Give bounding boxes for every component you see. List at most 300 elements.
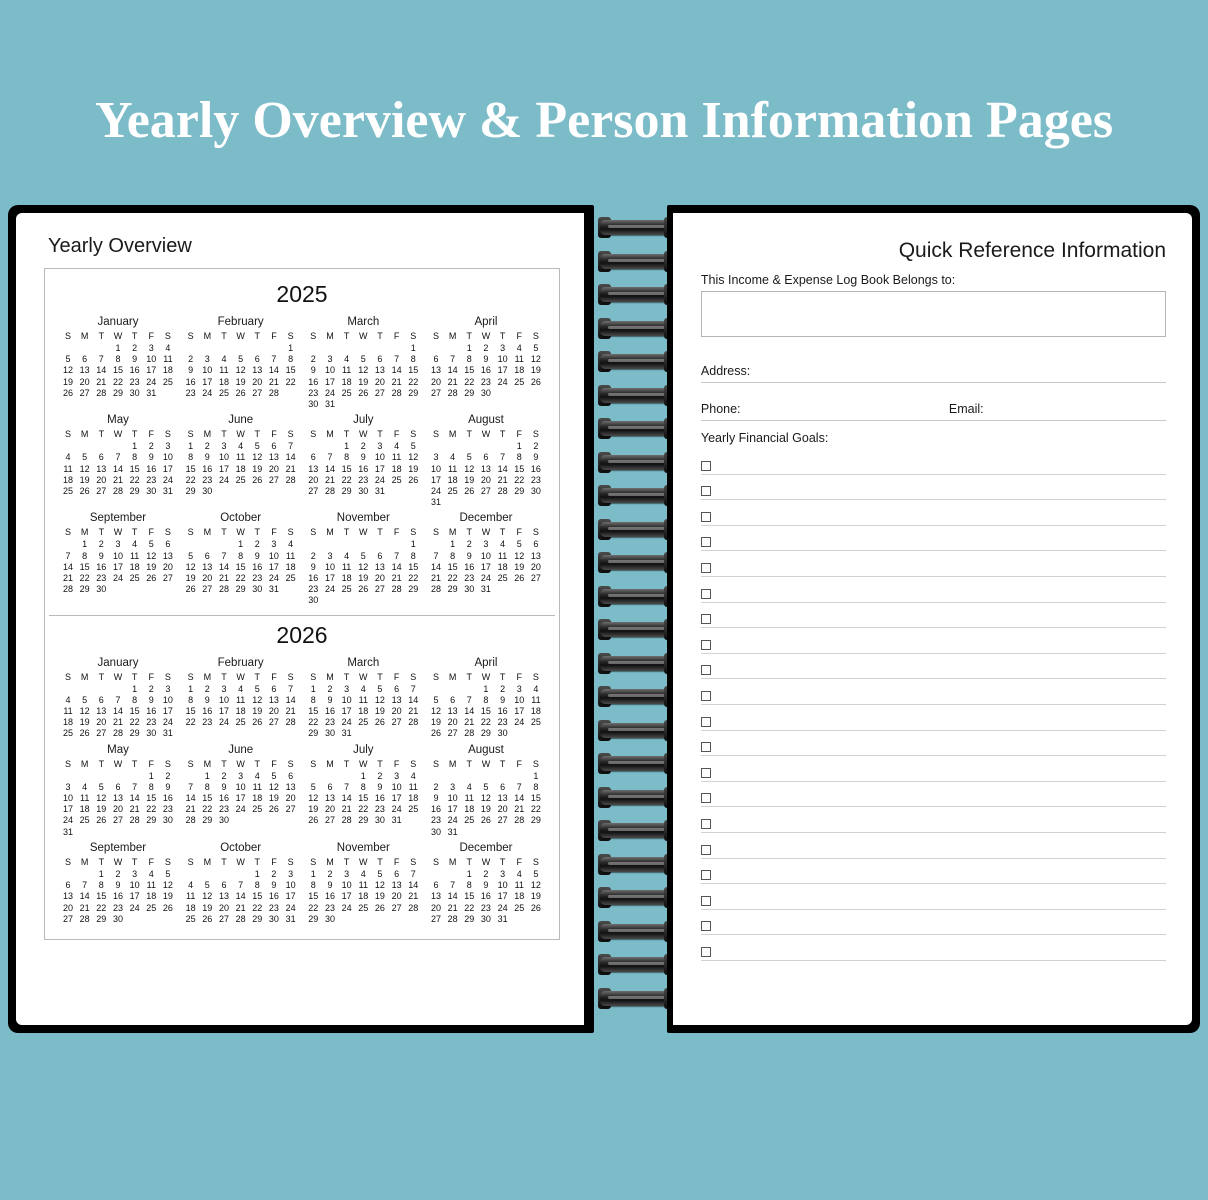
day-cell: 21 (79, 902, 90, 913)
week-row (59, 441, 177, 452)
goal-checkbox[interactable] (701, 793, 711, 803)
day-cell: 7 (450, 354, 456, 365)
day-of-week-header (304, 429, 422, 441)
calendar-month (304, 316, 422, 410)
week-row (427, 771, 545, 782)
month-name: October (220, 512, 262, 525)
day-cell: 29 (129, 728, 140, 739)
day-cell: 28 (497, 486, 508, 497)
goal-checkbox[interactable] (701, 614, 711, 624)
day-cell: 13 (79, 365, 90, 376)
day-cell (78, 771, 92, 782)
day-cell: 24 (285, 902, 296, 913)
day-cell: 11 (79, 793, 90, 804)
day-cell (373, 343, 387, 354)
day-cell: 15 (129, 463, 140, 474)
day-cell: 28 (112, 486, 123, 497)
day-cell: 27 (162, 573, 173, 584)
day-cell: 14 (79, 891, 90, 902)
day-cell: 2 (148, 683, 154, 694)
day-cell: 3 (65, 781, 71, 792)
day-cell (184, 343, 198, 354)
address-label: Address: (700, 364, 751, 378)
goal-row[interactable] (701, 551, 1166, 577)
dow-cell: F (393, 429, 400, 440)
dow-cell: T (377, 527, 383, 538)
day-cell: 22 (358, 804, 369, 815)
day-of-week-header (59, 672, 177, 684)
dow-cell: T (343, 331, 350, 341)
dow-cell: F (393, 856, 400, 867)
day-cell: 14 (341, 793, 352, 804)
day-cell: 22 (146, 804, 157, 815)
day-cell: 8 (466, 880, 472, 891)
day-cell (446, 869, 460, 880)
day-cell: 15 (480, 706, 491, 717)
week-row (59, 793, 177, 804)
dow-cell: W (113, 527, 123, 538)
month-name: September (89, 841, 147, 854)
dow-cell: T (499, 758, 506, 769)
goal-row[interactable] (701, 833, 1166, 859)
day-cell: 19 (530, 891, 541, 902)
day-cell: 1 (360, 770, 366, 781)
goal-checkbox[interactable] (701, 768, 711, 778)
week-row (59, 584, 177, 595)
day-cell: 22 (129, 717, 140, 728)
day-of-week-header (304, 857, 422, 869)
day-cell (111, 684, 125, 695)
day-cell: 4 (500, 539, 506, 550)
day-cell (356, 728, 370, 739)
day-cell: 20 (268, 463, 279, 474)
goal-checkbox[interactable] (701, 640, 711, 650)
day-cell: 8 (115, 354, 121, 365)
week-row (427, 539, 545, 550)
dow-cell: W (359, 429, 368, 440)
spiral-ring (600, 418, 676, 439)
dow-cell: F (271, 331, 277, 341)
day-cell: 4 (238, 441, 244, 452)
day-cell: 26 (268, 804, 279, 815)
day-cell: 3 (344, 868, 350, 879)
day-cell: 5 (533, 868, 539, 879)
day-cell: 13 (497, 793, 508, 804)
day-cell: 20 (252, 376, 263, 387)
calendar-month (182, 842, 300, 925)
day-cell: 31 (374, 486, 385, 497)
day-cell: 20 (480, 474, 491, 485)
goal-row[interactable] (701, 910, 1166, 936)
day-cell: 5 (433, 694, 439, 705)
day-cell: 6 (394, 683, 400, 694)
day-cell: 7 (115, 452, 121, 463)
day-cell: 24 (430, 486, 441, 497)
dow-cell: S (64, 856, 71, 867)
day-cell (406, 595, 420, 606)
day-cell: 26 (162, 902, 173, 913)
goal-row[interactable] (701, 935, 1166, 961)
day-of-week-header (427, 672, 545, 684)
day-cell: 23 (162, 804, 173, 815)
day-of-week-header (59, 527, 177, 539)
goal-checkbox[interactable] (701, 947, 711, 957)
day-cell: 5 (188, 550, 194, 561)
dow-cell: W (236, 671, 245, 682)
day-cell: 23 (146, 474, 157, 485)
day-cell: 1 (115, 343, 121, 353)
day-cell: 6 (221, 880, 227, 891)
day-cell: 15 (79, 561, 90, 572)
day-cell: 18 (358, 891, 369, 902)
day-cell (267, 343, 281, 354)
calendar-month (427, 657, 545, 740)
day-cell: 12 (146, 550, 157, 561)
day-cell: 8 (82, 550, 88, 561)
day-cell: 30 (146, 486, 157, 497)
week-row (427, 584, 545, 595)
goal-row[interactable] (701, 475, 1166, 501)
day-of-week-header (427, 527, 545, 539)
day-cell: 6 (377, 550, 383, 561)
dow-cell: S (410, 758, 417, 769)
day-cell (529, 827, 543, 838)
calendar-month (59, 316, 177, 410)
day-cell: 2 (204, 441, 210, 452)
calendar-month (59, 414, 177, 508)
dow-cell: S (310, 429, 317, 440)
day-cell: 21 (112, 717, 123, 728)
day-cell: 22 (129, 474, 140, 485)
day-cell: 27 (308, 486, 319, 497)
goal-checkbox[interactable] (701, 691, 711, 701)
goal-checkbox[interactable] (701, 742, 711, 752)
calendar-month (427, 316, 545, 410)
goal-row[interactable] (701, 705, 1166, 731)
day-cell: 29 (341, 486, 352, 497)
year-divider (49, 615, 555, 616)
dow-cell: T (131, 758, 138, 769)
day-cell (234, 815, 248, 826)
calendar-month (59, 842, 177, 925)
day-cell: 9 (165, 781, 171, 792)
day-cell: 22 (480, 717, 491, 728)
day-cell (390, 539, 404, 550)
goal-checkbox[interactable] (701, 563, 711, 573)
goal-row[interactable] (701, 884, 1166, 910)
day-cell: 25 (341, 584, 352, 595)
day-cell: 27 (324, 815, 335, 826)
day-cell: 23 (202, 474, 213, 485)
day-cell (496, 827, 510, 838)
day-of-week-header (182, 857, 300, 869)
day-cell (446, 343, 460, 354)
day-cell: 28 (235, 913, 246, 924)
day-cell: 9 (271, 880, 277, 891)
week-row (427, 551, 545, 562)
goal-checkbox[interactable] (701, 870, 711, 880)
day-cell (217, 539, 231, 550)
goal-row[interactable] (701, 628, 1166, 654)
goal-row[interactable] (701, 807, 1166, 833)
day-cell: 14 (112, 463, 123, 474)
day-cell: 18 (530, 706, 541, 717)
month-weeks (304, 539, 422, 606)
dow-cell: M (80, 856, 89, 867)
day-cell: 5 (466, 452, 472, 463)
goal-checkbox[interactable] (701, 819, 711, 829)
day-cell: 1 (188, 683, 194, 694)
day-cell (340, 343, 354, 354)
day-cell: 1 (98, 868, 104, 879)
day-cell: 24 (480, 573, 491, 584)
owner-input[interactable] (701, 291, 1166, 337)
day-cell: 10 (374, 452, 385, 463)
week-row (427, 464, 545, 475)
week-row (59, 464, 177, 475)
day-cell: 25 (447, 486, 458, 497)
day-cell: 16 (464, 561, 475, 572)
week-row (304, 551, 422, 562)
day-cell: 9 (204, 694, 210, 705)
day-cell: 29 (252, 913, 263, 924)
day-cell: 17 (324, 573, 335, 584)
day-cell: 29 (514, 486, 525, 497)
day-cell: 10 (285, 880, 296, 891)
day-cell: 9 (310, 365, 316, 376)
goal-row[interactable] (701, 526, 1166, 552)
dow-cell: S (287, 527, 294, 538)
goal-row[interactable] (701, 577, 1166, 603)
address-field[interactable] (701, 353, 1166, 383)
day-cell (128, 827, 142, 838)
goal-row[interactable] (701, 449, 1166, 475)
day-cell: 19 (235, 376, 246, 387)
dow-cell: T (343, 429, 350, 440)
goal-row[interactable] (701, 679, 1166, 705)
day-cell: 16 (162, 793, 173, 804)
day-cell: 23 (129, 376, 140, 387)
day-cell: 1 (533, 770, 539, 781)
day-cell: 2 (433, 781, 439, 792)
day-cell: 13 (96, 706, 107, 717)
day-cell: 13 (285, 781, 296, 792)
week-row (304, 891, 422, 902)
day-cell: 6 (165, 539, 171, 550)
dow-cell: T (221, 758, 227, 769)
day-cell: 15 (96, 891, 107, 902)
day-cell: 17 (268, 561, 279, 572)
day-cell: 8 (238, 550, 244, 561)
day-cell: 5 (65, 354, 71, 365)
day-cell: 27 (285, 804, 296, 815)
goal-row[interactable] (701, 654, 1166, 680)
day-cell: 28 (79, 913, 90, 924)
week-row (182, 695, 300, 706)
dow-cell: W (359, 758, 368, 769)
day-cell: 30 (112, 913, 123, 924)
week-row (304, 782, 422, 793)
day-cell (340, 914, 354, 925)
day-cell: 10 (480, 550, 491, 561)
day-cell: 25 (497, 573, 508, 584)
day-cell: 15 (530, 793, 541, 804)
day-cell: 26 (530, 376, 541, 387)
day-cell (234, 869, 248, 880)
day-of-week-header (427, 759, 545, 771)
day-of-week-header (182, 429, 300, 441)
day-cell: 11 (219, 365, 229, 376)
day-cell: 18 (62, 717, 73, 728)
day-cell: 19 (408, 463, 419, 474)
goal-row[interactable] (701, 859, 1166, 885)
week-row (427, 695, 545, 706)
day-cell: 23 (308, 584, 319, 595)
week-row (59, 914, 177, 925)
goal-checkbox[interactable] (701, 461, 711, 471)
week-row (59, 684, 177, 695)
day-cell: 8 (516, 452, 522, 463)
dow-cell: S (164, 331, 171, 341)
goal-checkbox[interactable] (701, 896, 711, 906)
day-cell: 8 (98, 880, 104, 891)
month-name: August (468, 743, 504, 756)
dow-cell: S (64, 671, 71, 682)
day-cell: 1 (204, 770, 210, 781)
day-cell: 6 (433, 880, 439, 891)
calendar-month-row (49, 657, 555, 740)
day-cell: 19 (62, 376, 73, 387)
day-cell: 18 (235, 706, 246, 717)
dow-cell: T (377, 429, 383, 440)
day-cell: 22 (112, 376, 123, 387)
day-cell: 14 (285, 694, 296, 705)
day-cell (284, 815, 298, 826)
goal-checkbox[interactable] (701, 486, 711, 496)
dow-cell: W (359, 856, 368, 867)
dow-cell: F (271, 671, 277, 682)
day-cell (144, 914, 158, 925)
day-cell (94, 827, 108, 838)
day-cell: 9 (132, 354, 138, 365)
dow-cell: S (310, 671, 317, 682)
day-cell: 10 (447, 793, 458, 804)
dow-cell: W (359, 671, 368, 682)
day-cell (61, 684, 75, 695)
day-cell: 8 (148, 781, 154, 792)
day-cell: 14 (497, 463, 508, 474)
day-cell: 1 (254, 868, 260, 879)
goal-row[interactable] (701, 500, 1166, 526)
day-cell: 12 (430, 706, 441, 717)
phone-email-field[interactable] (701, 391, 1166, 421)
day-cell: 6 (65, 880, 71, 891)
day-cell: 2 (204, 683, 210, 694)
week-row (182, 869, 300, 880)
day-cell: 8 (533, 781, 539, 792)
month-name: March (347, 316, 380, 328)
goal-row[interactable] (701, 756, 1166, 782)
dow-cell: W (359, 331, 368, 341)
dow-cell: T (343, 856, 350, 867)
day-cell: 20 (497, 804, 508, 815)
day-cell: 4 (533, 683, 539, 694)
dow-cell: M (448, 331, 457, 341)
day-cell: 26 (252, 474, 263, 485)
day-cell: 14 (235, 891, 246, 902)
month-name: April (474, 316, 498, 328)
week-row (304, 793, 422, 804)
month-name: November (336, 841, 390, 854)
day-cell: 9 (500, 694, 506, 705)
day-cell: 25 (514, 902, 525, 913)
week-row (427, 562, 545, 573)
day-cell: 14 (514, 793, 525, 804)
goal-row[interactable] (701, 603, 1166, 629)
goal-checkbox[interactable] (701, 512, 711, 522)
day-cell (184, 539, 198, 550)
day-cell: 19 (374, 891, 385, 902)
day-cell: 21 (391, 376, 402, 387)
goal-row[interactable] (701, 731, 1166, 757)
day-cell: 16 (146, 706, 157, 717)
day-cell: 29 (408, 387, 419, 398)
day-cell: 2 (360, 441, 366, 452)
dow-cell: T (131, 429, 138, 440)
day-cell: 24 (391, 804, 402, 815)
dow-cell: M (448, 527, 457, 538)
day-cell: 2 (188, 354, 194, 365)
dow-cell: F (148, 527, 155, 538)
dow-cell: T (221, 331, 227, 341)
goal-checkbox[interactable] (701, 537, 711, 547)
day-cell: 26 (202, 913, 213, 924)
day-cell: 31 (324, 399, 335, 410)
week-row (427, 343, 545, 354)
day-cell: 31 (341, 728, 352, 739)
day-cell (479, 497, 493, 508)
day-cell: 25 (62, 486, 73, 497)
goal-checkbox[interactable] (701, 845, 711, 855)
dow-cell: S (532, 671, 539, 682)
month-weeks (427, 539, 545, 595)
week-row (427, 880, 545, 891)
goal-row[interactable] (701, 782, 1166, 808)
day-cell: 8 (188, 452, 194, 463)
day-cell: 28 (129, 815, 140, 826)
day-cell: 5 (410, 441, 416, 452)
day-cell: 17 (218, 463, 229, 474)
day-cell: 31 (480, 584, 491, 595)
day-cell: 3 (483, 539, 489, 550)
day-cell: 7 (288, 683, 294, 694)
dow-cell: S (432, 527, 439, 538)
goal-checkbox[interactable] (701, 921, 711, 931)
day-cell: 5 (310, 781, 316, 792)
month-name: July (353, 743, 374, 756)
goal-checkbox[interactable] (701, 665, 711, 675)
day-cell: 5 (254, 441, 260, 452)
day-cell: 6 (204, 550, 210, 561)
day-cell: 11 (285, 550, 296, 561)
day-cell: 25 (358, 717, 369, 728)
day-cell: 27 (79, 387, 90, 398)
goal-checkbox[interactable] (701, 717, 711, 727)
day-cell (323, 771, 337, 782)
goal-checkbox[interactable] (701, 589, 711, 599)
week-row (182, 903, 300, 914)
week-row (304, 343, 422, 354)
